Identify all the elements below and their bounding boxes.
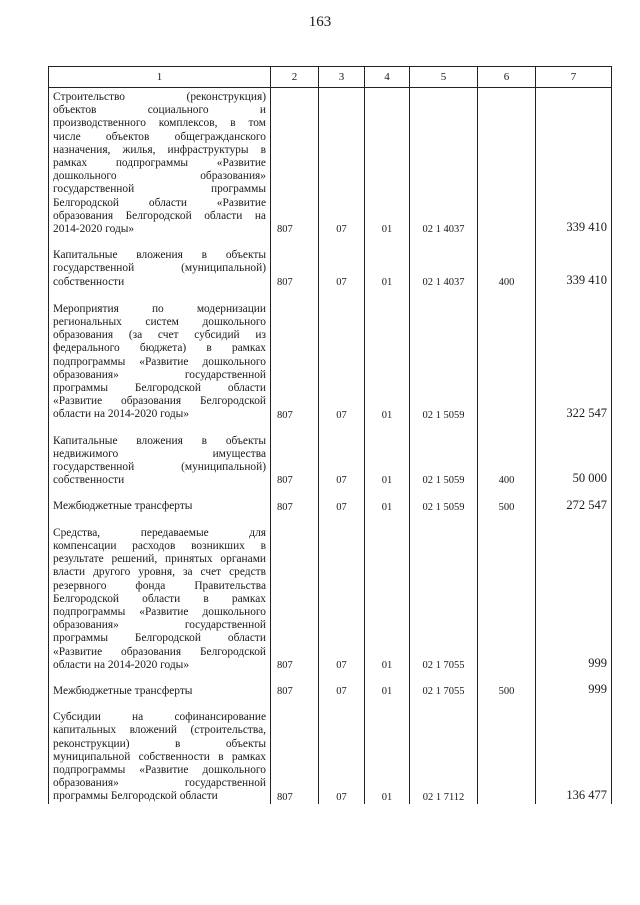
row-name-line: подпрограммы «Развитие дошкольного xyxy=(53,763,266,776)
cell-c7: 272 547 xyxy=(536,497,612,513)
cell-c4: 01 xyxy=(365,300,410,422)
row-name-last-line: образования Белгородской области на 2014-2020 годы» xyxy=(53,209,266,236)
cell-c6: 400 xyxy=(478,432,536,488)
row-name-cell xyxy=(49,708,271,803)
separator-cell xyxy=(319,514,365,524)
cell-c3: 07 xyxy=(319,497,365,513)
row-name-line: «Развитие образования Белгородской xyxy=(53,395,266,408)
separator-cell xyxy=(271,698,319,708)
row-name-line: муниципальной собственности в рамках xyxy=(53,750,266,763)
row-name-line: Средства, передаваемые для xyxy=(53,526,266,539)
cell-c2: 807 xyxy=(271,497,319,513)
separator-cell xyxy=(271,289,319,300)
row-separator xyxy=(49,487,612,497)
table-row xyxy=(49,524,612,672)
cell-c2: 807 xyxy=(271,246,319,289)
separator-cell xyxy=(478,487,536,497)
row-name-line: недвижимого имущества xyxy=(53,447,266,460)
row-name-line: «Развитие образования Белгородской xyxy=(53,645,266,658)
cell-c5: 02 1 7112 xyxy=(410,708,478,803)
cell-c4: 01 xyxy=(365,682,410,698)
cell-c4: 01 xyxy=(365,497,410,513)
cell-c4: 01 xyxy=(365,524,410,672)
separator-cell xyxy=(271,514,319,524)
column-header: 1 xyxy=(49,67,271,88)
row-name-line: Строительство (реконструкция) xyxy=(53,91,266,103)
row-separator xyxy=(49,236,612,246)
cell-c6: 400 xyxy=(478,246,536,289)
row-name-line: результате решений, принятых органами xyxy=(53,553,266,566)
cell-c2: 807 xyxy=(271,708,319,803)
row-name-line: резервного фонда Правительства xyxy=(53,579,266,592)
cell-c2: 807 xyxy=(271,88,319,237)
cell-c4: 01 xyxy=(365,88,410,237)
table-row xyxy=(49,300,612,422)
cell-c2: 807 xyxy=(271,432,319,488)
table-row xyxy=(49,246,612,289)
row-name-line: программы Белгородской области xyxy=(53,382,266,395)
row-name-cell xyxy=(49,300,271,422)
separator-cell xyxy=(319,289,365,300)
separator-cell xyxy=(410,289,478,300)
separator-cell xyxy=(49,672,271,682)
separator-cell xyxy=(271,487,319,497)
separator-cell xyxy=(478,422,536,432)
separator-cell xyxy=(410,422,478,432)
cell-c3: 07 xyxy=(319,88,365,237)
table-row xyxy=(49,497,612,513)
row-name-line: дошкольного образования» xyxy=(53,170,266,183)
separator-cell xyxy=(319,422,365,432)
separator-cell xyxy=(365,672,410,682)
row-name-line: образования» государственной xyxy=(53,619,266,632)
column-header: 5 xyxy=(410,67,478,88)
row-name-line: рамках подпрограммы «Развитие xyxy=(53,157,266,170)
row-name-line: федерального бюджета) в рамках xyxy=(53,342,266,355)
separator-cell xyxy=(536,236,612,246)
cell-c5: 02 1 4037 xyxy=(410,246,478,289)
column-header: 4 xyxy=(365,67,410,88)
cell-c5: 02 1 7055 xyxy=(410,524,478,672)
row-name-line: назначения, жилья, инфраструктуры в xyxy=(53,143,266,156)
row-name-line: капитальных вложений (строительства, xyxy=(53,724,266,737)
row-name-line: региональных систем дошкольного xyxy=(53,316,266,329)
separator-cell xyxy=(49,487,271,497)
separator-cell xyxy=(536,672,612,682)
row-name-line: Капитальные вложения в объекты xyxy=(53,249,266,262)
table-body xyxy=(49,88,612,804)
row-name-line: подпрограммы «Развитие дошкольного xyxy=(53,605,266,618)
row-name-line: власти другого уровня, за счет средств xyxy=(53,566,266,579)
separator-cell xyxy=(319,236,365,246)
separator-cell xyxy=(410,236,478,246)
separator-cell xyxy=(319,698,365,708)
cell-c7: 339 410 xyxy=(536,246,612,289)
row-separator xyxy=(49,289,612,300)
cell-c2: 807 xyxy=(271,682,319,698)
cell-c7: 136 477 xyxy=(536,708,612,803)
separator-cell xyxy=(49,514,271,524)
cell-c5: 02 1 4037 xyxy=(410,88,478,237)
table-row xyxy=(49,682,612,698)
cell-c3: 07 xyxy=(319,708,365,803)
cell-c6 xyxy=(478,708,536,803)
cell-c7: 322 547 xyxy=(536,300,612,422)
row-name-cell xyxy=(49,246,271,289)
row-name-line: программы Белгородской области xyxy=(53,632,266,645)
row-separator xyxy=(49,422,612,432)
row-name-line: Белгородской области «Развитие xyxy=(53,196,266,209)
separator-cell xyxy=(49,236,271,246)
separator-cell xyxy=(478,289,536,300)
cell-c3: 07 xyxy=(319,682,365,698)
row-name-last-line: Межбюджетные трансферты xyxy=(53,500,193,513)
row-name-line: Капитальные вложения в объекты xyxy=(53,434,266,447)
separator-cell xyxy=(410,514,478,524)
row-name-line: подпрограммы «Развитие дошкольного xyxy=(53,355,266,368)
row-name-line: образования» государственной xyxy=(53,777,266,790)
separator-cell xyxy=(49,422,271,432)
separator-cell xyxy=(536,487,612,497)
table-row xyxy=(49,708,612,803)
separator-cell xyxy=(365,422,410,432)
cell-c7: 999 xyxy=(536,682,612,698)
separator-cell xyxy=(478,236,536,246)
separator-cell xyxy=(319,672,365,682)
row-name-last-line: программы Белгородской области xyxy=(53,790,218,803)
column-header: 3 xyxy=(319,67,365,88)
row-name-line: образования (за счет субсидий из xyxy=(53,329,266,342)
cell-c4: 01 xyxy=(365,432,410,488)
separator-cell xyxy=(319,487,365,497)
table-row xyxy=(49,88,612,237)
row-name-cell xyxy=(49,682,271,698)
row-name-last-line: области на 2014-2020 годы» xyxy=(53,658,190,671)
row-name-line: числе объектов общегражданского xyxy=(53,130,266,143)
separator-cell xyxy=(49,289,271,300)
separator-cell xyxy=(49,698,271,708)
separator-cell xyxy=(478,514,536,524)
cell-c5: 02 1 5059 xyxy=(410,432,478,488)
cell-c6 xyxy=(478,524,536,672)
cell-c4: 01 xyxy=(365,246,410,289)
column-header: 6 xyxy=(478,67,536,88)
cell-c3: 07 xyxy=(319,524,365,672)
row-name-line: образования» государственной xyxy=(53,368,266,381)
row-name-last-line: области на 2014-2020 годы» xyxy=(53,408,190,421)
row-name-last-line: собственности xyxy=(53,275,125,288)
cell-c7: 339 410 xyxy=(536,88,612,237)
row-name-line: компенсации расходов возникших в xyxy=(53,539,266,552)
separator-cell xyxy=(478,698,536,708)
cell-c2: 807 xyxy=(271,300,319,422)
row-name-cell xyxy=(49,497,271,513)
cell-c6: 500 xyxy=(478,682,536,698)
cell-c7: 999 xyxy=(536,524,612,672)
cell-c2: 807 xyxy=(271,524,319,672)
table-header-row xyxy=(49,67,612,88)
row-name-line: реконструкции) в объекты xyxy=(53,737,266,750)
column-header: 2 xyxy=(271,67,319,88)
row-name-line: государственной программы xyxy=(53,183,266,196)
cell-c5: 02 1 5059 xyxy=(410,497,478,513)
page-number: 163 xyxy=(308,14,332,30)
separator-cell xyxy=(365,236,410,246)
cell-c6 xyxy=(478,300,536,422)
row-name-last-line: собственности xyxy=(53,474,125,487)
separator-cell xyxy=(536,698,612,708)
cell-c3: 07 xyxy=(319,246,365,289)
row-name-cell xyxy=(49,88,271,237)
separator-cell xyxy=(410,698,478,708)
cell-c6: 500 xyxy=(478,497,536,513)
separator-cell xyxy=(365,289,410,300)
separator-cell xyxy=(271,672,319,682)
row-name-line: государственной (муниципальной) xyxy=(53,262,266,275)
row-name-line: объектов социального и xyxy=(53,104,266,117)
separator-cell xyxy=(410,487,478,497)
row-separator xyxy=(49,672,612,682)
row-name-last-line: Межбюджетные трансферты xyxy=(53,684,193,697)
separator-cell xyxy=(271,236,319,246)
cell-c5: 02 1 5059 xyxy=(410,300,478,422)
row-name-cell xyxy=(49,524,271,672)
cell-c3: 07 xyxy=(319,300,365,422)
row-name-cell xyxy=(49,432,271,488)
separator-cell xyxy=(536,422,612,432)
separator-cell xyxy=(410,672,478,682)
cell-c5: 02 1 7055 xyxy=(410,682,478,698)
separator-cell xyxy=(536,289,612,300)
column-header: 7 xyxy=(536,67,612,88)
row-name-line: Мероприятия по модернизации xyxy=(53,302,266,315)
row-name-line: производственного комплексов, в том xyxy=(53,117,266,130)
row-separator xyxy=(49,514,612,524)
cell-c4: 01 xyxy=(365,708,410,803)
cell-c7: 50 000 xyxy=(536,432,612,488)
separator-cell xyxy=(478,672,536,682)
budget-table xyxy=(48,66,612,804)
separator-cell xyxy=(536,514,612,524)
row-name-line: Субсидии на софинансирование xyxy=(53,711,266,724)
separator-cell xyxy=(271,422,319,432)
separator-cell xyxy=(365,698,410,708)
table-row xyxy=(49,432,612,488)
cell-c6 xyxy=(478,88,536,237)
separator-cell xyxy=(365,487,410,497)
separator-cell xyxy=(365,514,410,524)
row-separator xyxy=(49,698,612,708)
cell-c3: 07 xyxy=(319,432,365,488)
row-name-line: государственной (муниципальной) xyxy=(53,461,266,474)
row-name-line: Белгородской области в рамках xyxy=(53,592,266,605)
